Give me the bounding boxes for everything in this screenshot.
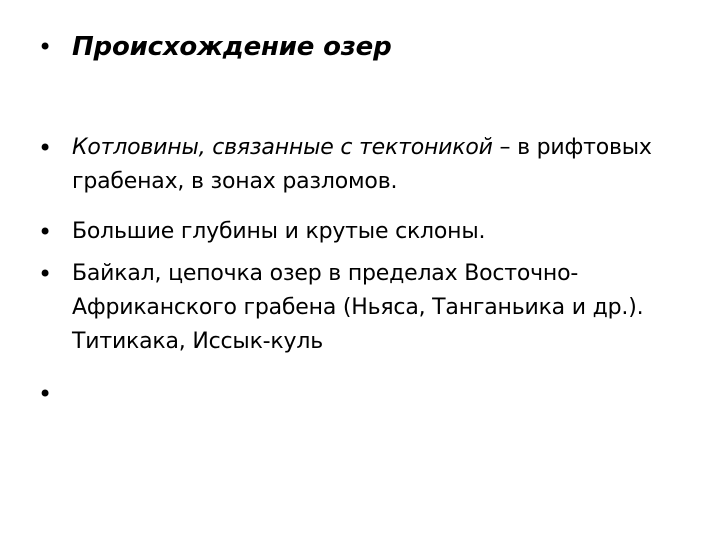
bullet-text — [72, 131, 678, 199]
list-item — [38, 377, 678, 411]
slide-title: Происхождение озер — [72, 32, 392, 62]
bullet-text: Большие глубины и крутые склоны. — [72, 219, 486, 244]
list-item — [38, 215, 678, 249]
list-item — [38, 131, 678, 199]
bullet-icon: • — [38, 218, 53, 246]
bullet-icon: • — [38, 380, 53, 408]
bullet-icon: • — [38, 260, 53, 288]
bullet-continuation: – в рифтовых грабенах, в зонах разломов. — [72, 135, 652, 194]
bullet-emphasis: Котловины, связанные с тектоникой — [72, 135, 493, 160]
list-item — [38, 257, 678, 359]
bullet-icon: • — [38, 33, 53, 61]
bullet-icon: • — [38, 134, 53, 162]
bullet-text: Байкал, цепочка озер в пределах Восточно-Африканского грабена (Ньяса, Танганьика и др.). Титикака, Иссык-куль — [72, 261, 644, 354]
title-row — [38, 30, 678, 64]
